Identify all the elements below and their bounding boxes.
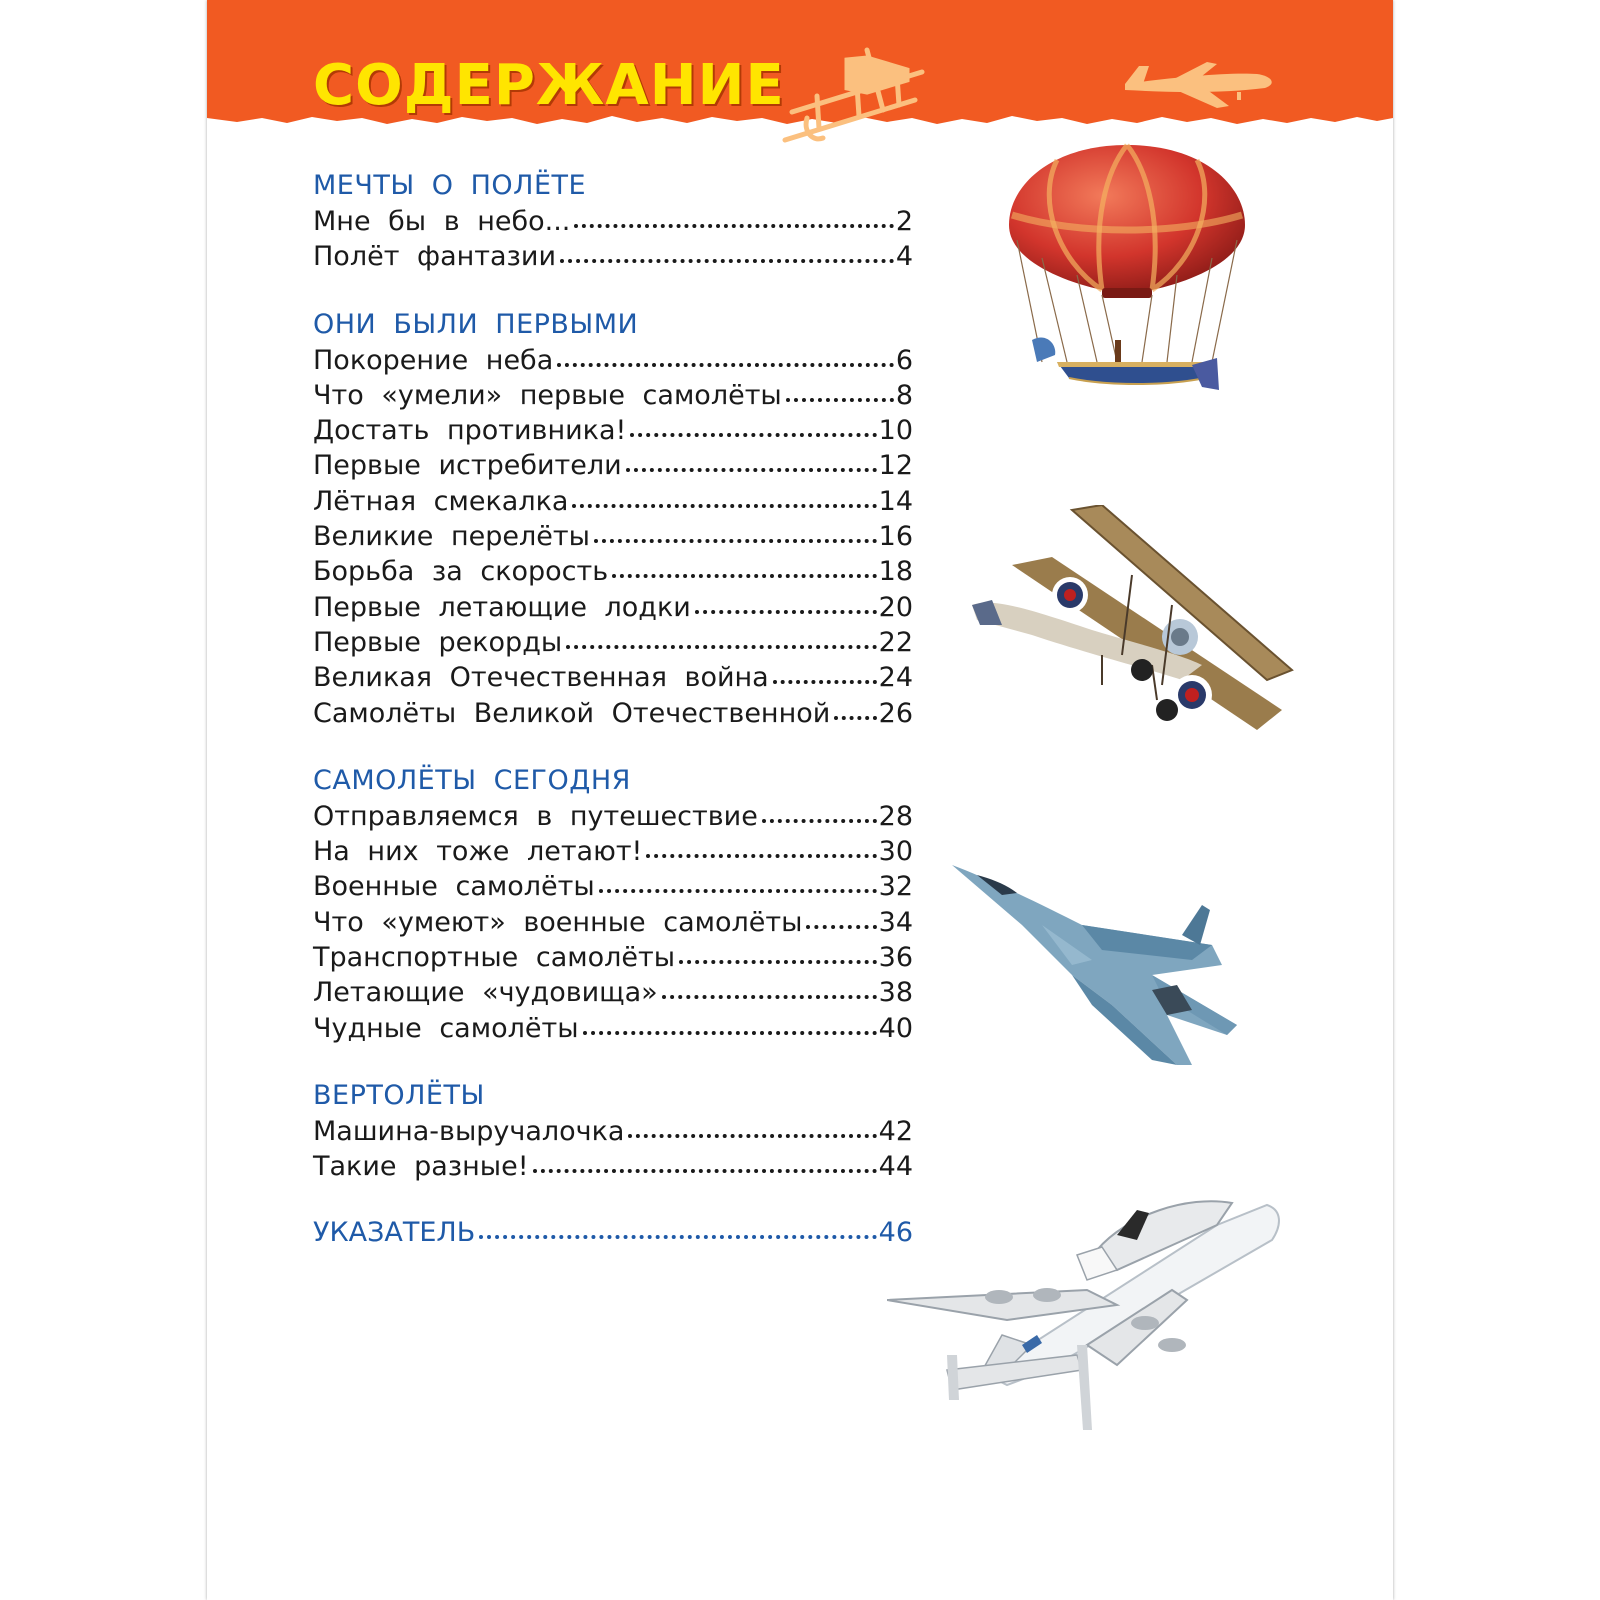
section-title: САМОЛЁТЫ СЕГОДНЯ — [313, 764, 631, 796]
leader-dots — [773, 675, 877, 684]
leader-dots — [695, 605, 877, 614]
leader-dots — [599, 884, 877, 893]
entry-page: 32 — [878, 871, 913, 903]
entry-page: 20 — [878, 591, 913, 623]
entry-page: 36 — [878, 942, 913, 974]
toc-entry[interactable] — [313, 975, 913, 1010]
toc-entry[interactable] — [313, 834, 913, 869]
toc-entry[interactable] — [313, 378, 913, 413]
section-title: ОНИ БЫЛИ ПЕРВЫМИ — [313, 308, 639, 340]
toc-entry[interactable] — [313, 869, 913, 904]
leader-dots — [612, 569, 876, 578]
index-title: УКАЗАТЕЛЬ — [313, 1216, 476, 1248]
toc-entry[interactable] — [313, 660, 913, 695]
entry-page: 14 — [878, 485, 913, 517]
entry-title: Великие перелёты — [313, 521, 590, 553]
leader-dots — [834, 711, 876, 720]
toc-entry[interactable] — [313, 448, 913, 483]
entry-page: 24 — [878, 662, 913, 694]
entry-page: 26 — [878, 697, 913, 729]
spacer — [313, 1185, 913, 1215]
toc-entry[interactable] — [313, 905, 913, 940]
toc-entry[interactable] — [313, 484, 913, 519]
entry-page: 40 — [878, 1012, 913, 1044]
leader-dots — [786, 393, 894, 402]
leader-dots — [662, 990, 877, 999]
toc-entry[interactable] — [313, 554, 913, 589]
entry-title: Отправляемся в путешествие — [313, 800, 758, 832]
entry-title: Лётная смекалка — [313, 485, 569, 517]
entry-title: Чудные самолёты — [313, 1012, 579, 1044]
index-page: 46 — [878, 1216, 913, 1248]
spacer — [313, 731, 913, 763]
entry-title: Первые истребители — [313, 450, 622, 482]
toc-entry[interactable] — [313, 413, 913, 448]
toc-entry[interactable] — [313, 625, 913, 660]
toc-section — [313, 168, 913, 275]
toc-section — [313, 307, 913, 731]
table-of-contents — [313, 168, 913, 1250]
entry-page: 34 — [878, 906, 913, 938]
toc-entry[interactable] — [313, 696, 913, 731]
section-title: МЕЧТЫ О ПОЛЁТЕ — [313, 170, 587, 201]
leader-dots — [630, 428, 876, 437]
book-page — [207, 0, 1393, 1600]
leader-dots — [628, 1129, 876, 1138]
leader-dots — [533, 1164, 877, 1173]
entry-title: Первые рекорды — [313, 626, 563, 658]
toc-section — [313, 763, 913, 1046]
entry-title: Покорение неба — [313, 344, 554, 376]
leader-dots — [594, 534, 877, 543]
entry-title: Борьба за скорость — [313, 556, 609, 588]
leader-dots — [626, 463, 877, 472]
entry-title: Летающие «чудовища» — [313, 977, 658, 1009]
entry-page: 18 — [878, 556, 913, 588]
entry-title: Великая Отечественная война — [313, 662, 769, 694]
header-banner — [207, 0, 1393, 150]
entry-title: Самолёты Великой Отечественной — [313, 697, 831, 729]
entry-title: Что «умеют» военные самолёты — [313, 906, 803, 938]
section-title: ВЕРТОЛЁТЫ — [313, 1079, 485, 1111]
leader-dots — [560, 254, 894, 263]
toc-entry[interactable] — [313, 204, 913, 239]
leader-dots — [646, 849, 876, 858]
leader-dots — [574, 219, 893, 228]
toc-entry[interactable] — [313, 343, 913, 378]
entry-page: 12 — [878, 450, 913, 482]
biplane-illustration — [972, 505, 1302, 740]
entry-title: Достать противника! — [313, 415, 627, 447]
entry-title: Машина-выручалочка — [313, 1115, 625, 1147]
leader-dots — [679, 955, 877, 964]
leader-dots — [583, 1026, 877, 1035]
leader-dots — [566, 640, 876, 649]
toc-entry[interactable] — [313, 1114, 913, 1149]
spacer — [313, 275, 913, 307]
entry-page: 4 — [895, 241, 913, 273]
leader-dots — [479, 1230, 876, 1239]
entry-page: 6 — [895, 344, 913, 376]
entry-title: На них тоже летают! — [313, 836, 643, 868]
toc-entry[interactable] — [313, 1149, 913, 1184]
toc-entry[interactable] — [313, 590, 913, 625]
page-title: СОДЕРЖАНИЕ — [313, 53, 785, 118]
toc-index-entry[interactable] — [313, 1215, 913, 1250]
leader-dots — [557, 358, 894, 367]
toc-entry[interactable] — [313, 519, 913, 554]
entry-title: Полёт фантазии — [313, 241, 557, 273]
leader-dots — [762, 814, 877, 823]
entry-title: Военные самолёты — [313, 871, 595, 903]
fighter-jet-illustration — [952, 865, 1252, 1070]
toc-entry[interactable] — [313, 799, 913, 834]
entry-page: 44 — [878, 1151, 913, 1183]
entry-page: 2 — [895, 206, 913, 237]
entry-page: 42 — [878, 1115, 913, 1147]
entry-title: Что «умели» первые самолёты — [313, 379, 782, 411]
entry-title: Транспортные самолёты — [313, 942, 676, 974]
entry-page: 30 — [878, 836, 913, 868]
leader-dots — [572, 499, 876, 508]
shuttle-carrier-aircraft-illustration — [887, 1195, 1292, 1455]
entry-page: 8 — [895, 379, 913, 411]
toc-entry[interactable] — [313, 1011, 913, 1046]
spacer — [313, 1046, 913, 1078]
entry-page: 10 — [878, 415, 913, 447]
toc-entry[interactable] — [313, 239, 913, 274]
entry-page: 22 — [878, 626, 913, 658]
toc-entry[interactable] — [313, 940, 913, 975]
toc-section — [313, 1078, 913, 1185]
hot-air-balloon-illustration — [997, 140, 1257, 410]
entry-page: 28 — [878, 800, 913, 832]
leader-dots — [806, 920, 876, 929]
entry-page: 38 — [878, 977, 913, 1009]
entry-page: 16 — [878, 521, 913, 553]
entry-title: Мне бы в небо... — [313, 206, 571, 237]
entry-title: Первые летающие лодки — [313, 591, 691, 623]
entry-title: Такие разные! — [313, 1151, 529, 1183]
